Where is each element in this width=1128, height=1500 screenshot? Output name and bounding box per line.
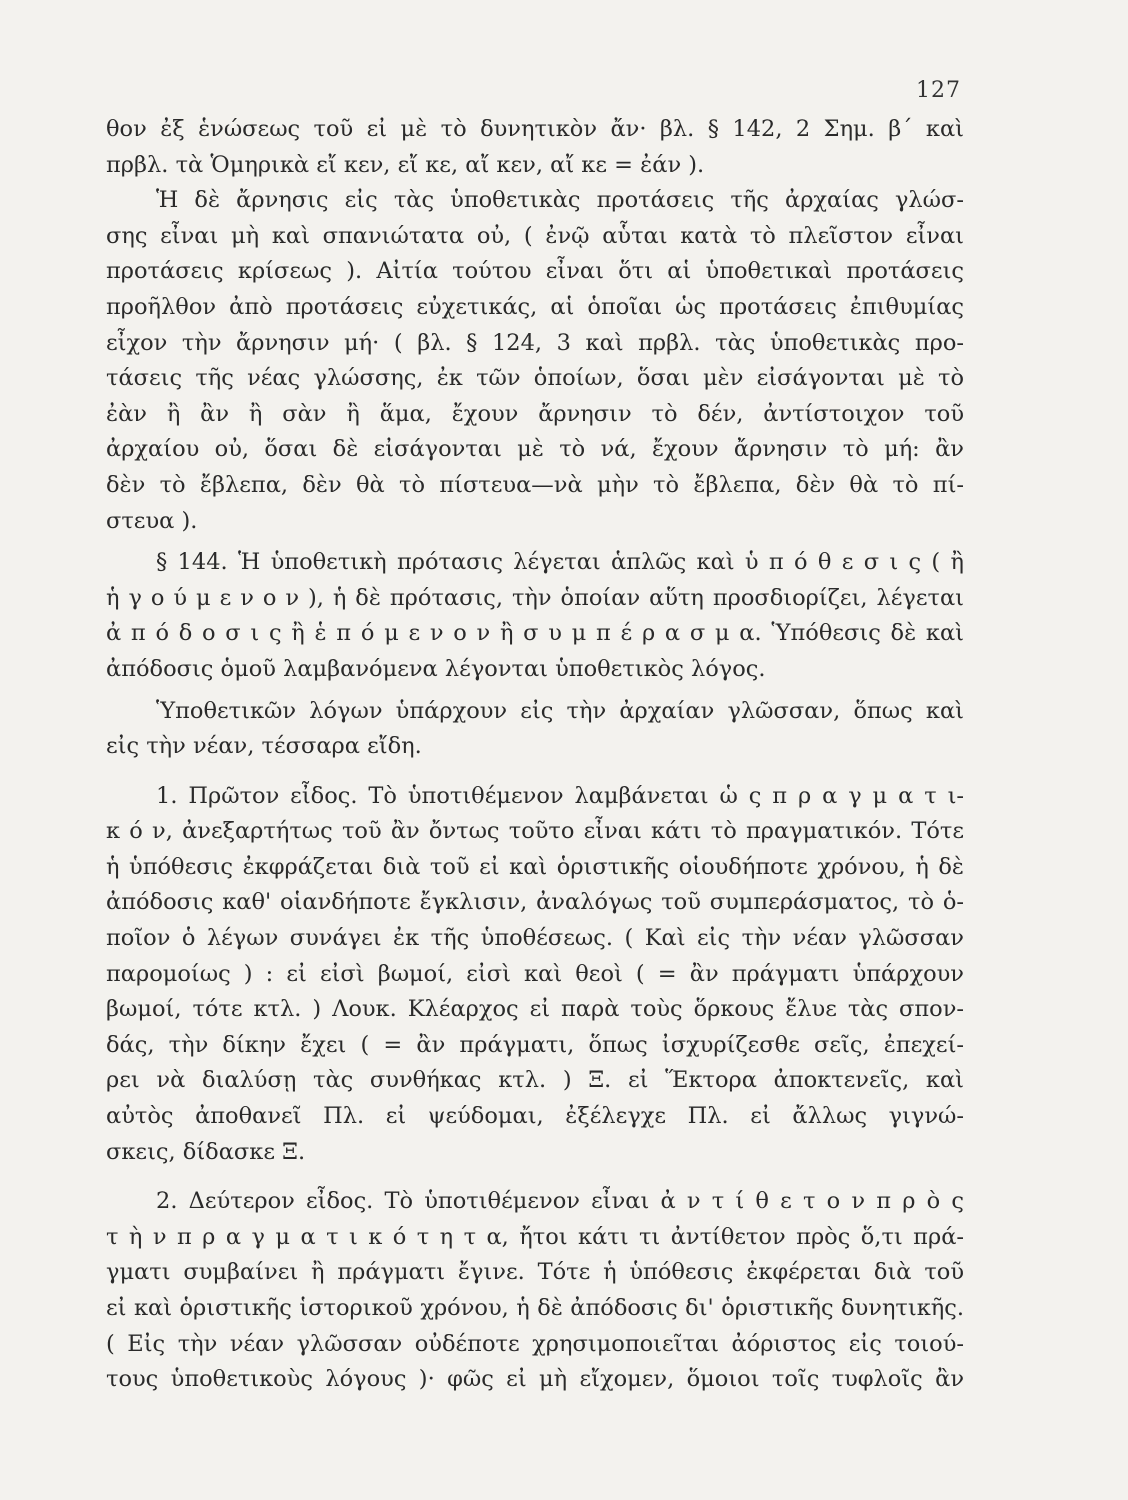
text-line: παρομοίως ) : εἰ εἰσὶ βωμοί, εἰσὶ καὶ θεοὶ ( = ἂν πράγματι ὑπάρχουν [106,960,964,987]
text-line: εἶχον τὴν ἄρνησιν μή· ( βλ. § 124, 3 καὶ πρβλ. τὰς ὑποθετικὰς προ- [106,329,964,356]
text-line: προῆλθον ἀπὸ προτάσεις εὐχετικάς, αἱ ὁποῖαι ὡς προτάσεις ἐπιθυμίας [106,293,964,320]
text-line: τους ὑποθετικοὺς λόγους )· φῶς εἰ μὴ εἴχομεν, ὅμοιοι τοῖς τυφλοῖς ἂν [106,1366,964,1393]
text-line: εἰς τὴν νέαν, τέσσαρα εἴδη. [106,733,422,760]
text-line: Ἡ δὲ ἄρνησις εἰς τὰς ὑποθετικὰς προτάσεις τῆς ἀρχαίας γλώσ- [156,187,964,214]
text-line: εἰ καὶ ὁριστικῆς ἱστορικοῦ χρόνου, ἡ δὲ ἀπόδοσις δι' ὁριστικῆς δυνητικῆς. [106,1295,964,1321]
text-line: προτάσεις κρίσεως ). Αἰτία τούτου εἶναι ὅτι αἱ ὑποθετικαὶ προτάσεις [106,258,964,285]
text-line: δάς, τὴν δίκην ἔχει ( = ἂν πράγματι, ὅπως ἰσχυρίζεσθε σεῖς, ἐπεχεί- [106,1031,964,1058]
text-line: στευα ). [106,507,198,534]
text-line: ἡ γ ο ύ μ ε ν ο ν ), ἡ δὲ πρότασις, τὴν ὁποίαν αὕτη προσδιορίζει, λέγεται [106,584,964,611]
text-line: ἀπόδοσις ὁμοῦ λαμβανόμενα λέγονται ὑποθετικὸς λόγος. [106,655,766,682]
text-line: πρβλ. τὰ Ὁμηρικὰ εἴ κεν, εἴ κε, αἴ κεν, αἴ κε = ἐάν ). [106,151,705,178]
text-line: 1. Πρῶτον εἶδος. Τὸ ὑποτιθέμενον λαμβάνεται ὡ ς π ρ α γ μ α τ ι- [156,782,964,809]
text-line: σκεις, δίδασκε Ξ. [106,1138,306,1165]
text-line: τάσεις τῆς νέας γλώσσης, ἐκ τῶν ὁποίων, ὅσαι μὲν εἰσάγονται μὲ τὸ [106,365,964,392]
text-line: 2. Δεύτερον εἶδος. Τὸ ὑποτιθέμενον εἶναι ἀ ν τ ί θ ε τ ο ν π ρ ὸ ς [156,1188,964,1215]
text-line: ἡ ὑπόθεσις ἐκφράζεται διὰ τοῦ εἰ καὶ ὁριστικῆς οἱουδήποτε χρόνου, ἡ δὲ [106,853,964,880]
text-line: βωμοί, τότε κτλ. ) Λουκ. Κλέαρχος εἰ παρὰ τοὺς ὅρκους ἔλυε τὰς σπον- [106,996,964,1023]
text-line: τ ὴ ν π ρ α γ μ α τ ι κ ό τ η τ α, ἤτοι κάτι τι ἀντίθετον πρὸς ὅ,τι πρά- [106,1223,964,1250]
text-line: δὲν τὸ ἔβλεπα, δὲν θὰ τὸ πίστευα—νὰ μὴν τὸ ἔβλεπα, δὲν θὰ τὸ πί- [106,471,964,498]
text-line: ἀ π ό δ ο σ ι ς ἢ ἑ π ό μ ε ν ο ν ἢ σ υ μ π έ ρ α σ μ α. Ὑπόθεσις δὲ καὶ [106,620,964,647]
text-line: θον ἐξ ἑνώσεως τοῦ εἰ μὲ τὸ δυνητικὸν ἄν· βλ. § 142, 2 Σημ. β΄ καὶ [106,116,964,142]
text-line: ( Εἰς τὴν νέαν γλῶσσαν οὐδέποτε χρησιμοποιεῖται ἀόριστος εἰς τοιού- [106,1330,964,1357]
text-line: γματι συμβαίνει ἢ πράγματι ἔγινε. Τότε ἡ ὑπόθεσις ἐκφέρεται διὰ τοῦ [106,1259,964,1286]
text-line: Ὑποθετικῶν λόγων ὑπάρχουν εἰς τὴν ἀρχαίαν γλῶσσαν, ὅπως καὶ [156,697,964,724]
text-line: σης εἶναι μὴ καὶ σπανιώτατα οὐ, ( ἐνῷ αὗται κατὰ τὸ πλεῖστον εἶναι [106,222,964,249]
text-line: κ ό ν, ἀνεξαρτήτως τοῦ ἂν ὄντως τοῦτο εἶναι κάτι τὸ πραγματικόν. Τότε [106,818,964,845]
page-number: 127 [916,78,961,103]
text-line: ἐὰν ἢ ἂν ἢ σὰν ἢ ἅμα, ἔχουν ἄρνησιν τὸ δέν, ἀντίστοιχον τοῦ [106,400,964,427]
text-line: ἀρχαίου οὐ, ὅσαι δὲ εἰσάγονται μὲ τὸ νά, ἔχουν ἄρνησιν τὸ μή: ἂν [106,436,964,463]
text-line: αὐτὸς ἀποθανεῖ Πλ. εἰ ψεύδομαι, ἐξέλεγχε Πλ. εἰ ἄλλως γιγνώ- [106,1103,964,1130]
text-line: ρει νὰ διαλύσῃ τὰς συνθήκας κτλ. ) Ξ. εἰ Ἕκτορα ἀποκτενεῖς, καὶ [106,1067,964,1094]
body-text [106,112,964,1398]
text-line: ποῖον ὁ λέγων συνάγει ἐκ τῆς ὑποθέσεως. ( Καὶ εἰς τὴν νέαν γλῶσσαν [106,925,964,952]
text-line: ἀπόδοσις καθ' οἱανδήποτε ἔγκλισιν, ἀναλόγως τοῦ συμπεράσματος, τὸ ὁ- [106,889,964,916]
text-line: § 144. Ἡ ὑποθετικὴ πρότασις λέγεται ἁπλῶς καὶ ὑ π ό θ ε σ ι ς ( ἢ [156,549,964,576]
